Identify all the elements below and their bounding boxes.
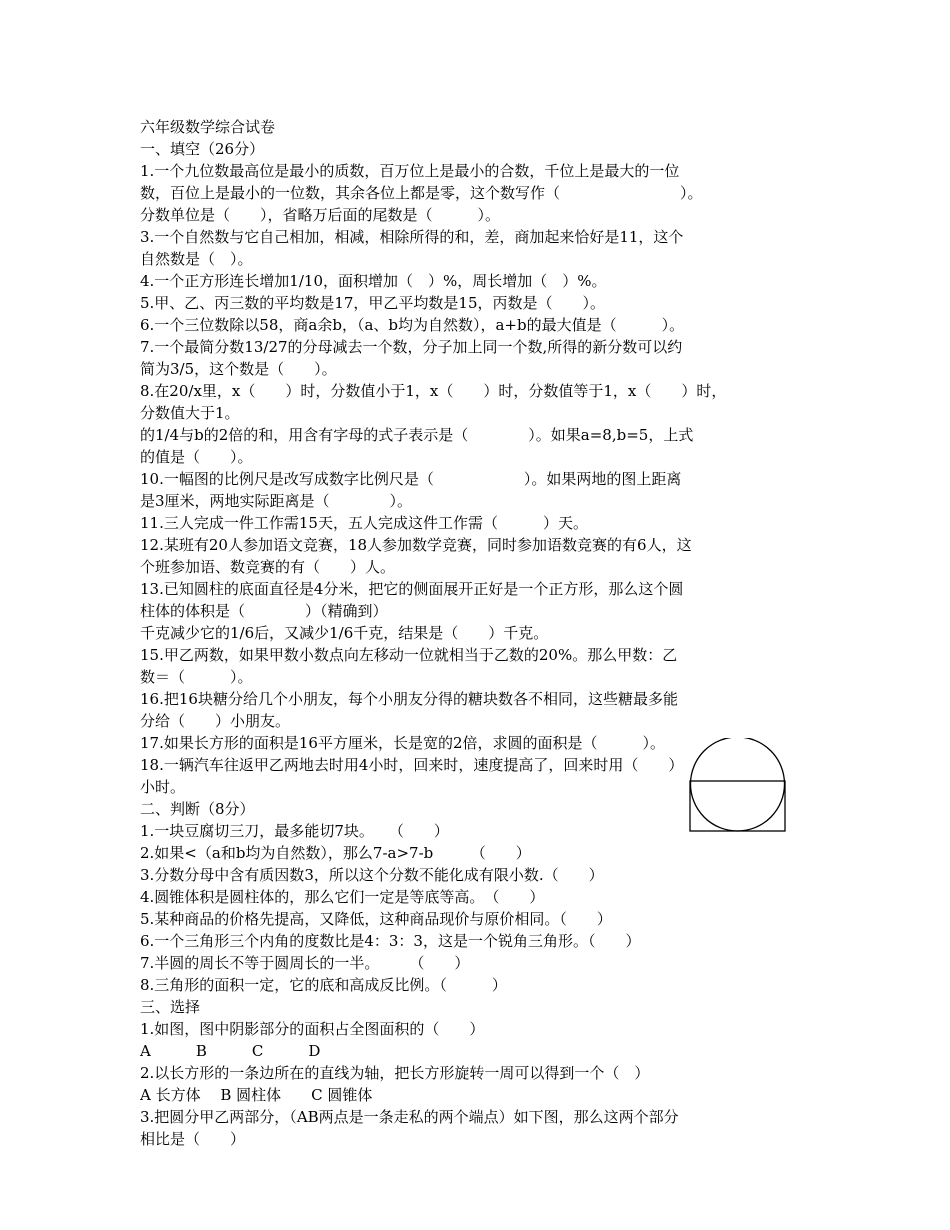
exam-page <box>140 116 840 1150</box>
text-line: 分给（ ）小朋友。 <box>140 712 291 730</box>
text-line: 16.把16块糖分给几个小朋友，每个小朋友分得的糖块数各不相同，这些糖最多能 <box>140 690 678 708</box>
text-line: 6.一个三角形三个内角的度数比是4：3：3，这是一个锐角三角形。（ ） <box>140 932 641 950</box>
text-line: 5.某种商品的价格先提高，又降低，这种商品现价与原价相同。（ ） <box>140 910 612 928</box>
text-line: 的1/4与b的2倍的和，用含有字母的式子表示是（ ）。如果a=8,b=5，上式 <box>140 426 694 444</box>
text-line: 1.一块豆腐切三刀，最多能切7块。 （ ） <box>140 822 449 840</box>
text-line: A 长方体 B 圆柱体 C 圆锥体 <box>140 1086 373 1104</box>
text-line: 一、填空（26分） <box>140 140 265 158</box>
text-line: 10.一幅图的比例尺是改写成数字比例尺是（ ）。如果两地的图上距离 <box>140 470 682 488</box>
text-line: 简为3/5，这个数是（ ）。 <box>140 360 337 378</box>
text-line: 三、选择 <box>140 998 201 1016</box>
text-line: 17.如果长方形的面积是16平方厘米，长是宽的2倍，求圆的面积是（ ）。 <box>140 734 665 752</box>
text-line: 15.甲乙两数，如果甲数小数点向左移动一位就相当于乙数的20%。那么甲数：乙 <box>140 646 678 664</box>
text-line: 2.如果<（a和b均为自然数），那么7-a>7-b （ ） <box>140 844 531 862</box>
text-line: 六年级数学综合试卷 <box>140 118 276 136</box>
figure-circle <box>691 738 785 831</box>
text-line: 数＝（ ）。 <box>140 668 253 686</box>
text-line: 数，百位上是最小的一位数，其余各位上都是零，这个数写作（ ）。 <box>140 184 703 202</box>
text-line: 12.某班有20人参加语文竞赛，18人参加数学竞赛，同时参加语数竞赛的有6人，这 <box>140 536 692 554</box>
circle-rectangle-figure <box>688 738 788 838</box>
text-line: 二、判断（8分） <box>140 800 255 818</box>
text-line: 4.圆锥体积是圆柱体的，那么它们一定是等底等高。 （ ） <box>140 888 545 906</box>
text-line: 的值是（ ）。 <box>140 448 253 466</box>
text-line: 分数值大于1。 <box>140 404 240 422</box>
text-line: 6.一个三位数除以58，商a余b，（a、b均为自然数），a+b的最大值是（ ）。 <box>140 316 685 334</box>
text-line: 1.一个九位数最高位是最小的质数，百万位上是最小的合数，千位上是最大的一位 <box>140 162 680 180</box>
text-line: 18.一辆汽车往返甲乙两地去时用4小时，回来时，速度提高了，回来时用（ ） <box>140 756 684 774</box>
text-line: 3.分数分母中含有质因数3，所以这个分数不能化成有限小数.（ ） <box>140 866 604 884</box>
text-line: 个班参加语、数竞赛的有（ ）人。 <box>140 558 396 576</box>
text-line: 2.以长方形的一条边所在的直线为轴，把长方形旋转一周可以得到一个（ ） <box>140 1064 650 1082</box>
text-line: 7.半圆的周长不等于圆周长的一半。 （ ） <box>140 954 470 972</box>
text-line: 1.如图，图中阴影部分的面积占全图面积的（ ） <box>140 1020 485 1038</box>
text-line: 13.已知圆柱的底面直径是4分米，把它的侧面展开正好是一个正方形，那么这个圆 <box>140 580 684 598</box>
text-line: 柱体的体积是（ ）（精确到） <box>140 602 388 620</box>
text-line: 自然数是（ ）。 <box>140 250 253 268</box>
text-line: 5.甲、乙、丙三数的平均数是17，甲乙平均数是15，丙数是（ ）。 <box>140 294 605 312</box>
text-line: 8.三角形的面积一定，它的底和高成反比例。（ ） <box>140 976 507 994</box>
figure-rectangle <box>690 781 785 831</box>
text-line: 4.一个正方形连长增加1/10，面积增加（ ）%，周长增加（ ）%。 <box>140 272 607 290</box>
text-line: 千克减少它的1/6后，又减少1/6千克，结果是（ ）千克。 <box>140 624 549 642</box>
text-line: A B C D <box>140 1042 321 1060</box>
text-line: 是3厘米，两地实际距离是（ ）。 <box>140 492 413 510</box>
text-line: 3.一个自然数与它自己相加，相减，相除所得的和，差，商加起来恰好是11，这个 <box>140 228 684 246</box>
text-line: 7.一个最简分数13/27的分母减去一个数，分子加上同一个数,所得的新分数可以约 <box>140 338 683 356</box>
text-line: 小时。 <box>140 778 186 796</box>
text-line: 相比是（ ） <box>140 1130 246 1148</box>
text-line: 8.在20/x里，x（ ）时，分数值小于1，x（ ）时，分数值等于1，x（ ）时， <box>140 382 727 400</box>
text-line: 3.把圆分甲乙两部分，（AB两点是一条走私的两个端点）如下图，那么这两个部分 <box>140 1108 679 1126</box>
text-line: 分数单位是（ ），省略万后面的尾数是（ ）。 <box>140 206 501 224</box>
text-line: 11.三人完成一件工作需15天，五人完成这件工作需（ ）天。 <box>140 514 588 532</box>
